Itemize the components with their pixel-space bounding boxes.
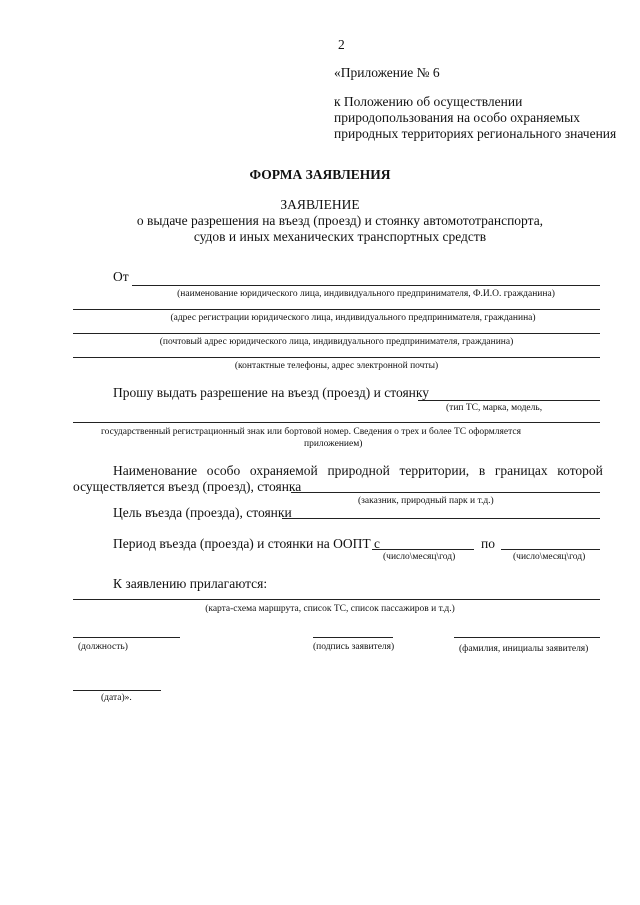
attachments-field[interactable] — [73, 599, 600, 600]
purpose-label: Цель въезда (проезда), стоянки — [113, 505, 292, 520]
date-label: (дата)». — [101, 693, 132, 703]
period-to-field[interactable] — [501, 549, 600, 550]
territory-word: охраняемой — [249, 463, 318, 478]
vehicle-registration-field[interactable] — [73, 422, 600, 423]
hint-position: (должность) — [78, 642, 128, 652]
period-from-field[interactable] — [372, 549, 474, 550]
form-title: ФОРМА ЗАЯВЛЕНИЯ — [249, 167, 391, 182]
applicant-name-field[interactable] — [132, 285, 600, 286]
hint-attachments: (карта-схема маршрута, список ТС, список пассажиров и т.д.) — [205, 604, 455, 614]
vehicle-field[interactable] — [418, 400, 600, 401]
appendix-ref-line3: природных территориях регионального значения — [334, 126, 617, 141]
hint-period-to: (число\месяц\год) — [513, 552, 586, 562]
from-label: От — [113, 269, 129, 284]
territory-line2: осуществляется въезд (проезд), стоянка — [73, 479, 302, 494]
statement-line2: судов и иных механических транспортных средств — [193, 229, 487, 244]
hint-registration-line1: государственный регистрационный знак или бортовой номер. Сведения о трех и более ТС оформляется — [101, 427, 521, 437]
territory-word: территории, — [399, 463, 470, 478]
period-to-label: по — [481, 536, 495, 551]
hint-applicant-name: (наименование юридического лица, индивидуального предпринимателя, Ф.И.О. гражданина) — [177, 289, 555, 299]
territory-word: в — [478, 463, 486, 478]
applicant-name-initials-field[interactable] — [454, 637, 600, 638]
hint-signature: (подпись заявителя) — [313, 642, 395, 652]
hint-name-initials: (фамилия, инициалы заявителя) — [459, 644, 589, 654]
territory-word: природной — [327, 463, 390, 478]
territory-word: Наименование — [113, 463, 198, 478]
attachments-label: К заявлению прилагаются: — [113, 576, 268, 591]
contacts-field[interactable] — [73, 357, 600, 358]
purpose-field[interactable] — [282, 518, 600, 519]
hint-registration-address: (адрес регистрации юридического лица, индивидуального предпринимателя, гражданина) — [170, 313, 536, 323]
hint-contacts: (контактные телефоны, адрес электронной почты) — [234, 361, 439, 371]
hint-postal-address: (почтовый адрес юридического лица, индивидуального предпринимателя, гражданина) — [159, 337, 514, 347]
appendix-title: «Приложение № 6 — [334, 65, 440, 80]
appendix-ref-line1: к Положению об осуществлении — [334, 94, 523, 109]
territory-word: особо — [206, 463, 241, 478]
territory-line1 — [113, 464, 603, 478]
hint-vehicle: (тип ТС, марка, модель, — [446, 403, 543, 413]
page-number: 2 — [338, 37, 345, 52]
statement-title: ЗАЯВЛЕНИЕ — [280, 197, 360, 212]
period-label: Период въезда (проезда) и стоянки на ООПТ с — [113, 536, 381, 551]
signature-field[interactable] — [313, 637, 393, 638]
hint-period-from: (число\месяц\год) — [383, 552, 456, 562]
hint-territory: (заказник, природный парк и т.д.) — [358, 496, 494, 506]
request-label: Прошу выдать разрешение на въезд (проезд) и стоянку — [113, 385, 430, 400]
territory-word: которой — [557, 463, 603, 478]
registration-address-field[interactable] — [73, 309, 600, 310]
date-field[interactable] — [73, 690, 161, 691]
postal-address-field[interactable] — [73, 333, 600, 334]
statement-line1: о выдаче разрешения на въезд (проезд) и стоянку автомототранспорта, — [136, 213, 544, 228]
position-field[interactable] — [73, 637, 180, 638]
territory-word: границах — [494, 463, 548, 478]
territory-field[interactable] — [291, 492, 600, 493]
hint-registration-line2: приложением) — [304, 439, 363, 449]
appendix-ref-line2: природопользования на особо охраняемых — [334, 110, 580, 125]
